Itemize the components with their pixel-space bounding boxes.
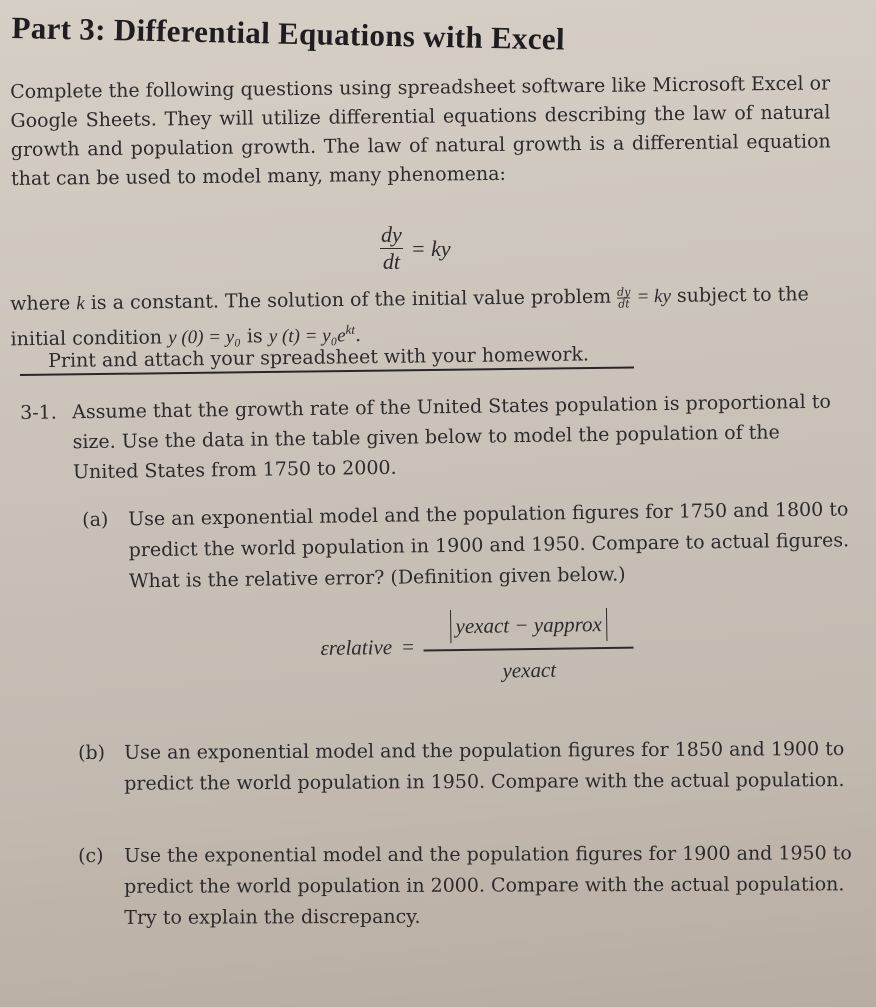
problem-text: Assume that the growth rate of the United States population is proportional to size. Use the data in the table given below to model the population of the United States from 1750 to 2000.: [72, 390, 831, 484]
error-fraction: [423, 608, 634, 684]
where-word: where: [10, 292, 71, 315]
derivative-denominator: dt: [380, 248, 403, 275]
inline-ky: = ky: [636, 285, 672, 308]
derivative-fraction: [378, 222, 405, 275]
intro-paragraph: [10, 69, 831, 194]
solution-paragraph: [10, 280, 841, 354]
is-word: is: [246, 325, 263, 348]
derivative-numerator: dy: [381, 222, 402, 247]
relative-error-symbol: εrelative: [320, 635, 393, 661]
part-a-text: Use an exponential model and the population figures for 1750 and 1800 to predict the world population in 1900 and 1950. Compare to actual figures. What is the relative error? (Definition given below.): [128, 498, 850, 593]
part-a-label: (a): [82, 508, 109, 531]
part-c: [78, 838, 868, 934]
error-denominator: yexact: [502, 657, 557, 682]
print-note: Print and attach your spreadsheet with your homework.: [48, 343, 590, 372]
problem-number: 3-1.: [20, 401, 58, 424]
inline-dy: dy: [617, 284, 631, 299]
part-b-label: (b): [78, 741, 106, 764]
inline-derivative: [617, 286, 631, 309]
inline-dt: dt: [618, 296, 630, 311]
part-a: [82, 494, 853, 598]
equation-rhs: = ky: [410, 235, 451, 261]
error-numerator: yexact − yapprox: [450, 608, 607, 643]
initial-condition: y (0) = y₀: [168, 326, 241, 349]
part-b-text: Use an exponential model and the population figures for 1850 and 1900 to predict the world population in 1950. Compare with the actual population.: [124, 737, 845, 795]
part-c-label: (c): [78, 844, 104, 867]
page-title: Part 3: Differential Equations with Excel: [11, 10, 566, 57]
part-b: [78, 734, 868, 800]
equals-sign: =: [401, 634, 415, 660]
solution-exponent: kt: [345, 321, 356, 337]
part-c-text: Use the exponential model and the population figures for 1900 and 1950 to predict the world population in 2000. Compare with the actual population. Try to explain the discrepancy.: [124, 842, 852, 929]
solution-formula: y (t) = y₀e: [268, 325, 346, 348]
relative-error-formula: [320, 608, 634, 686]
subject-text: subject to the initial condition: [10, 283, 809, 351]
constant-k: k: [76, 293, 85, 315]
solution-period: .: [354, 324, 362, 347]
intro-text: Complete the following questions using spreadsheet software like Microsoft Excel or Google Sheets. They will utilize differential equations describing the law of natural growth and population growth. The law of natural growth is a differential equation that can be used to model many, many phenomena:: [10, 72, 831, 190]
natural-growth-equation: [378, 222, 451, 275]
where-mid-text: is a constant. The solution of the initial value problem: [90, 285, 612, 315]
problem-3-1: [20, 386, 849, 488]
